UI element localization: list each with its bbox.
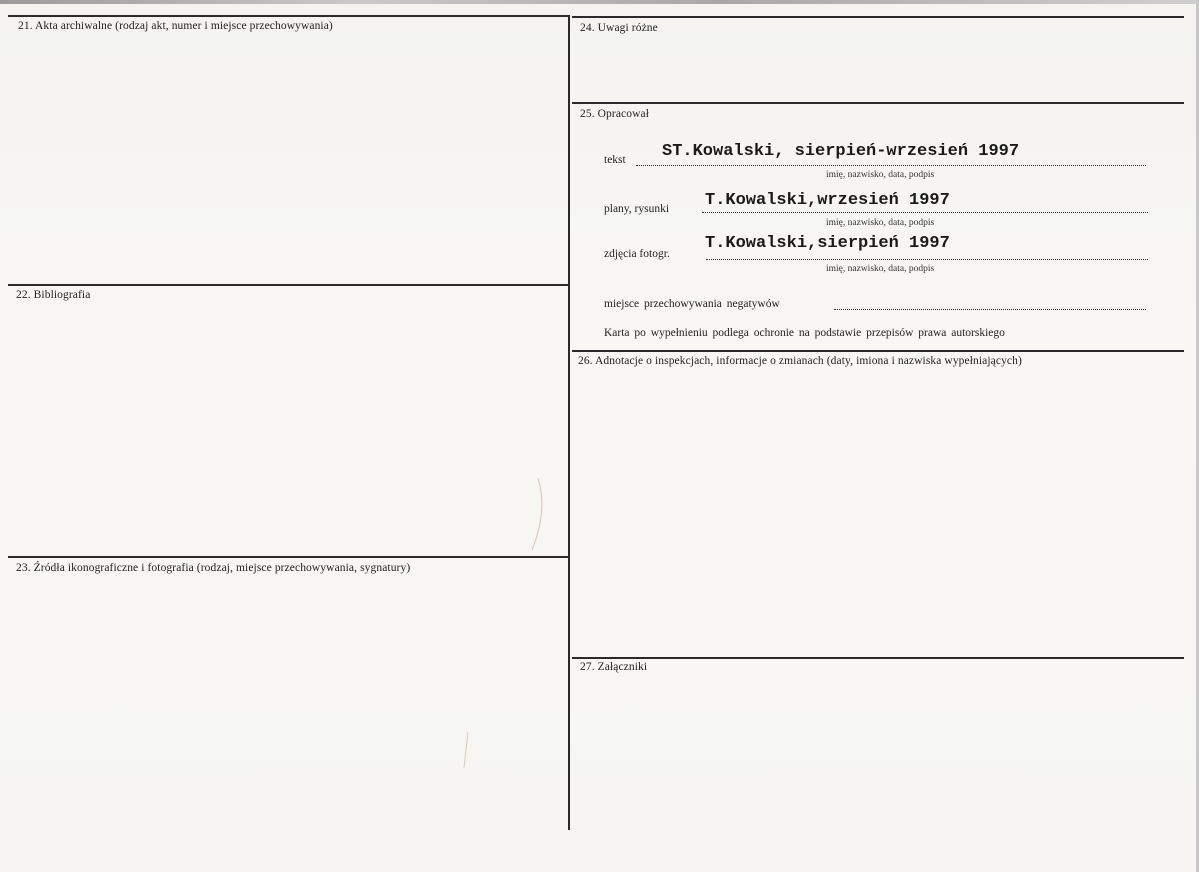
red-mark-1	[532, 478, 542, 550]
section-27-title: 27. Załączniki	[580, 661, 648, 673]
negatywy-label: miejsce przechowywania negatywów	[604, 298, 780, 310]
negatywy-dotline	[834, 309, 1146, 310]
zdjecia-caption: imię, nazwisko, data, podpis	[826, 264, 935, 274]
rule-25-top	[572, 102, 1184, 104]
scan-top-edge	[0, 0, 1199, 4]
rule-26-top	[572, 350, 1184, 352]
rule-24-top	[572, 16, 1184, 18]
red-mark-2	[464, 732, 468, 768]
tekst-caption: imię, nazwisko, data, podpis	[826, 170, 935, 180]
plany-dotline	[702, 212, 1148, 213]
section-24-title: 24. Uwagi różne	[580, 22, 658, 34]
section-22-title: 22. Bibliografia	[16, 289, 91, 301]
section-25-title: 25. Opracował	[580, 108, 649, 120]
copyright-notice: Karta po wypełnieniu podlega ochronie na podstawie przepisów prawa autorskiego	[604, 327, 1005, 339]
tekst-dotline	[636, 165, 1146, 166]
plany-label: plany, rysunki	[604, 203, 670, 215]
rule-27-top	[572, 657, 1184, 659]
tekst-value: ST.Kowalski, sierpień-wrzesień 1997	[662, 142, 1020, 161]
plany-caption: imię, nazwisko, data, podpis	[826, 218, 935, 228]
rule-23-top	[8, 556, 568, 558]
plany-value: T.Kowalski,wrzesień 1997	[705, 191, 950, 210]
zdjecia-dotline	[706, 259, 1148, 260]
section-23-title: 23. Źródła ikonograficzne i fotografia (rodzaj, miejsce przechowywania, sygnatury)	[16, 562, 411, 574]
zdjecia-value: T.Kowalski,sierpień 1997	[705, 234, 950, 253]
zdjecia-label: zdjęcia fotogr.	[604, 248, 670, 260]
tekst-label: tekst	[604, 154, 626, 166]
section-21-title: 21. Akta archiwalne (rodzaj akt, numer i miejsce przechowywania)	[18, 20, 333, 32]
column-divider	[568, 15, 570, 830]
section-26-title: 26. Adnotacje o inspekcjach, informacje o zmianach (daty, imiona i nazwiska wypełniających)	[578, 355, 1022, 367]
rule-22-top	[8, 284, 570, 286]
rule-21-top	[8, 15, 570, 17]
